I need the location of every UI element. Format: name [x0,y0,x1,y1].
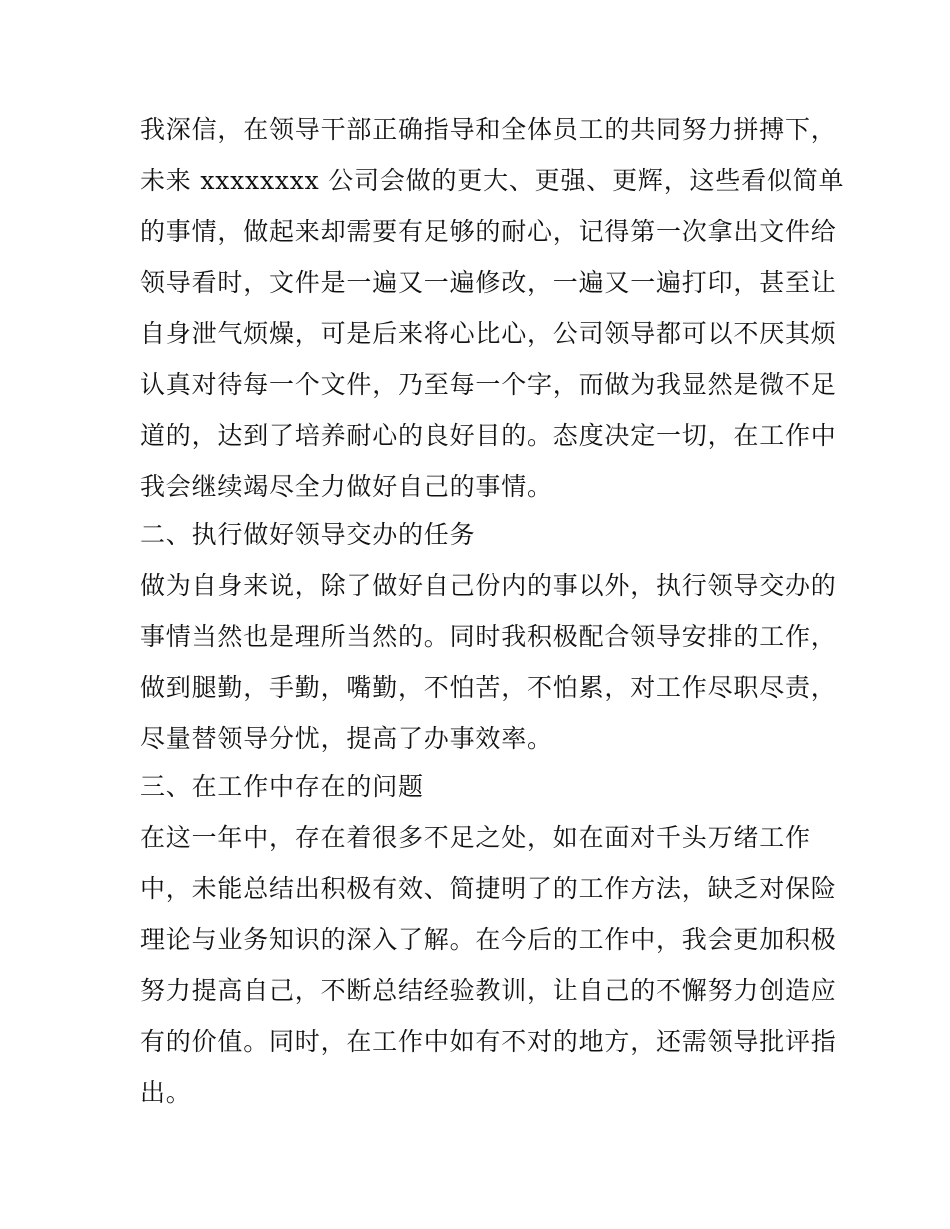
text-line: 理论与业务知识的深入了解。在今后的工作中，我会更加积极 [140,925,837,954]
text-line: 我深信，在领导干部正确指导和全体员工的共同努力拼搏下， [140,115,837,144]
text-line: 事情当然也是理所当然的。同时我积极配合领导安排的工作， [140,622,837,651]
text-line: 尽量替领导分忧，提高了办事效率。 [140,724,553,753]
text-line: 出。 [140,1078,192,1107]
text-line: 领导看时，文件是一遍又一遍修改，一遍又一遍打印，甚至让 [140,268,837,297]
text-line: 自身泄气烦燥，可是后来将心比心，公司领导都可以不厌其烦 [140,319,837,348]
text-line: 在这一年中，存在着很多不足之处，如在面对千头万绪工作 [140,823,811,852]
text-line: 我会继续竭尽全力做好自己的事情。 [140,472,553,501]
text-line: 做为自身来说，除了做好自己份内的事以外，执行领导交办的 [140,571,837,600]
text-line: 未来 xxxxxxxx 公司会做的更大、更强、更辉，这些看似简单 [140,166,845,195]
text-line: 做到腿勤，手勤，嘴勤，不怕苦，不怕累，对工作尽职尽责， [140,673,837,702]
text-line: 有的价值。同时，在工作中如有不对的地方，还需领导批评指 [140,1027,837,1056]
text-line: 认真对待每一个文件，乃至每一个字，而做为我显然是微不足 [140,370,837,399]
text-line: 努力提高自己，不断总结经验教训，让自己的不懈努力创造应 [140,976,837,1005]
text-line: 道的，达到了培养耐心的良好目的。态度决定一切，在工作中 [140,421,837,450]
text-line: 的事情，做起来却需要有足够的耐心，记得第一次拿出文件给 [140,217,837,246]
section-heading: 三、在工作中存在的问题 [140,772,424,801]
section-heading: 二、执行做好领导交办的任务 [140,520,476,549]
text-line: 中，未能总结出积极有效、简捷明了的工作方法，缺乏对保险 [140,874,837,903]
